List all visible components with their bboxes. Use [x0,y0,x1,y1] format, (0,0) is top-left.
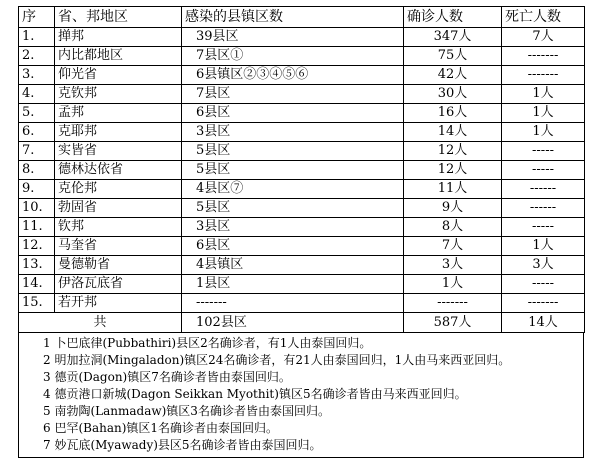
table-row [19,199,585,218]
row-districts: 39县区 [182,28,404,47]
row-no: 5. [19,104,55,123]
row-deaths: 1人 [502,237,585,256]
table-row [19,104,585,123]
table-row [19,85,585,104]
row-districts: 1县区 [182,275,404,294]
row-districts: 5县区 [182,199,404,218]
total-deaths: 14人 [502,313,585,333]
footnote: 7 妙瓦底(Myawady)县区5名确诊者皆由泰国回归。 [43,438,322,452]
header-districts: 感染的县镇区数 [182,7,404,28]
row-cases: 347人 [404,28,502,47]
table-row [19,294,585,313]
row-cases: 12人 [404,161,502,180]
row-districts: 5县区 [182,161,404,180]
row-districts: 5县区 [182,142,404,161]
footnote: 5 南勃陶(Lanmadaw)镇区3名确诊者皆由泰国回归。 [43,404,330,418]
row-no: 1. [19,28,55,47]
row-cases: 7人 [404,237,502,256]
header-no: 序 [19,7,55,28]
row-cases: 14人 [404,123,502,142]
header-region: 省、邦地区 [55,7,182,28]
row-deaths: 3人 [502,256,585,275]
row-cases: 3人 [404,256,502,275]
row-no: 7. [19,142,55,161]
row-cases: 1人 [404,275,502,294]
row-cases: ------- [404,294,502,313]
total-cases: 587人 [404,313,502,333]
table-row [19,218,585,237]
row-districts: 7县区 [182,85,404,104]
row-region: 德林达依省 [55,161,182,180]
table-row [19,180,585,199]
row-region: 曼德勒省 [55,256,182,275]
row-region: 克耶邦 [55,123,182,142]
row-districts: 3县区 [182,123,404,142]
row-deaths: ----- [502,161,585,180]
footnote: 6 巴罕(Bahan)镇区1名确诊者由泰国回归。 [43,421,279,435]
row-no: 15. [19,294,55,313]
row-no: 12. [19,237,55,256]
row-region: 实皆省 [55,142,182,161]
footnotes [18,333,584,458]
footnote: 1 卜巴底律(Pubbathiri)县区2名确诊者，有1人由泰国回归。 [43,336,372,350]
row-no: 9. [19,180,55,199]
table-row [19,161,585,180]
footnote: 2 明加拉洞(Mingaladon)镇区24名确诊者，有21人由泰国回归，1人由马来西亚回归。 [43,353,511,367]
row-region: 孟邦 [55,104,182,123]
table-row [19,123,585,142]
row-deaths: 7人 [502,28,585,47]
row-no: 8. [19,161,55,180]
row-deaths: 1人 [502,85,585,104]
table-row [19,28,585,47]
row-districts: 6县镇区②③④⑤⑥ [182,66,404,85]
row-region: 掸邦 [55,28,182,47]
row-cases: 9人 [404,199,502,218]
row-no: 2. [19,47,55,66]
row-region: 伊洛瓦底省 [55,275,182,294]
row-cases: 16人 [404,104,502,123]
row-region: 若开邦 [55,294,182,313]
total-label: 共 [19,313,182,333]
row-deaths: ----- [502,142,585,161]
row-deaths: 1人 [502,104,585,123]
row-no: 10. [19,199,55,218]
row-region: 勃固省 [55,199,182,218]
row-deaths: ------ [502,199,585,218]
row-deaths: ------- [502,294,585,313]
total-districts: 102县区 [182,313,404,333]
header-deaths: 死亡人数 [502,7,585,28]
row-no: 4. [19,85,55,104]
row-region: 钦邦 [55,218,182,237]
covid-region-table-document [18,6,584,458]
cases-table [18,6,585,333]
row-districts: 3县区 [182,218,404,237]
row-region: 马奎省 [55,237,182,256]
row-deaths: 1人 [502,123,585,142]
row-deaths: ------ [502,180,585,199]
row-deaths: ------- [502,66,585,85]
table-row [19,237,585,256]
table-row [19,47,585,66]
row-deaths: ----- [502,275,585,294]
footnote: 4 德贡港口新城(Dagon Seikkan Myothit)镇区5名确诊者皆由马来西亚回归。 [43,387,467,401]
row-cases: 75人 [404,47,502,66]
row-districts: 4县镇区 [182,256,404,275]
table-header-row [19,7,585,28]
header-cases: 确诊人数 [404,7,502,28]
row-deaths: ------- [502,47,585,66]
table-row [19,256,585,275]
table-row [19,66,585,85]
row-deaths: ----- [502,218,585,237]
row-region: 内比都地区 [55,47,182,66]
row-region: 克伦邦 [55,180,182,199]
row-districts: 6县区 [182,104,404,123]
row-region: 仰光省 [55,66,182,85]
row-districts: 7县区① [182,47,404,66]
row-cases: 30人 [404,85,502,104]
total-row [19,313,585,333]
row-districts: 6县区 [182,237,404,256]
row-no: 13. [19,256,55,275]
row-districts: ------- [182,294,404,313]
row-cases: 8人 [404,218,502,237]
row-no: 11. [19,218,55,237]
row-no: 14. [19,275,55,294]
row-districts: 4县区⑦ [182,180,404,199]
row-no: 3. [19,66,55,85]
table-row [19,275,585,294]
row-no: 6. [19,123,55,142]
row-region: 克钦邦 [55,85,182,104]
row-cases: 12人 [404,142,502,161]
row-cases: 42人 [404,66,502,85]
table-row [19,142,585,161]
footnote: 3 德贡(Dagon)镇区7名确诊者皆由泰国回归。 [43,370,291,384]
row-cases: 11人 [404,180,502,199]
